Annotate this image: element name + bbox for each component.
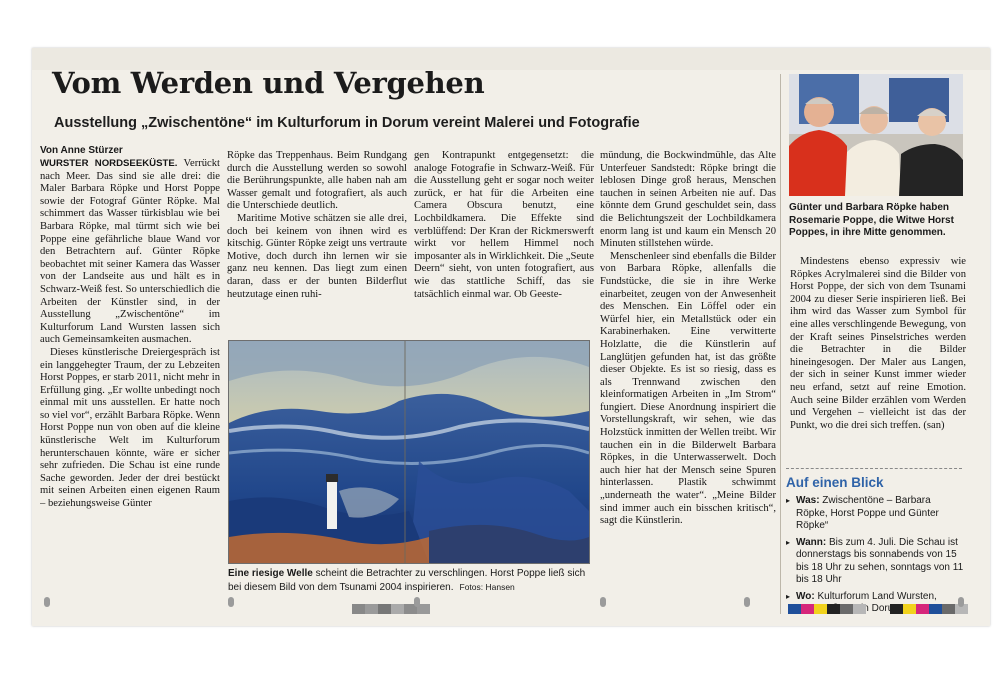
punch-hole [44,597,50,607]
info-box-title: Auf einen Blick [786,475,884,490]
wave-painting-image [228,340,590,564]
arrow-icon: ▸ [786,496,791,505]
info-item-label: Was: [796,495,820,506]
info-item-what [786,495,964,533]
artists-group-photo [789,74,963,196]
info-item-when [786,537,964,587]
info-item-text: Zwischentöne – Barbara Röpke, Horst Poppe und Günter Röpke“ [796,495,939,531]
arrow-icon: ▸ [786,537,791,547]
info-item-label: Wann: [796,536,827,548]
subheadline: Ausstellung „Zwischentöne“ im Kulturforum in Dorum vereint Malerei und Fotografie [54,115,640,131]
paragraph: Mindestens ebenso expressiv wie Röpkes Acrylmalerei sind die Bilder von Horst Poppe, der sich von dem Tsunami 2004 zu dieser Serie inspirieren ließ. Bei ihm wird das Wasser zum Symbol für eine alles verschlingende Bewegung, von der Kraft seines Pinselstriches werden die Betrachter in die Bilder hineingesogen. Der Maler aus Langen, der sich in seiner Kunst immer wieder neu erfand, setzt auf reine Emotion. Auch seine Bilder erzählen vom Werden und Vergehen – vielleicht ist das der Punkt, wo die drei sich treffen. (san) [790,256,966,431]
punch-hole [958,597,964,607]
painting-caption [228,568,590,594]
caption-lead: Eine riesige Welle [228,568,313,579]
paragraph: gen Kontrapunkt entgegensetzt: die analoge Fotografie in Schwarz-Weiß. Für die Ausstellung geht er sogar noch weiter zurück, er hat für die Arbeiten eine Camera Obscura benutzt, eine Lochbildkamera. Die Effekte sind verblüffend: Der Kran der Rickmerswerft wirkt vor hellem Himmel noch imposanter als in Wirklichkeit. Die „Seute Deern“ sieht, von unten fotografiert, aus wie das stattliche Schiff, das sie tatsächlich einmal war. Ob Geeste- [414,150,594,300]
punch-hole [228,597,234,607]
article-column-5 [790,256,966,462]
paragraph: Verrückt nach Meer. Das sind sie alle drei: die Maler Barbara Röpke und Horst Poppe sowie der Fotograf Günter Röpke. Mal schimmert das Wasser türkisblau wie bei Barbara Röpke, mal türmt sich wie bei Poppe eine gefährliche blaue Wand vor den Betrachtern auf. Günter Röpke beobachtet mit seiner Kamera das Wasser von der Landseite aus und hält es in Schwarz-Weiß fest. So unterschiedlich die Arbeiten der Künstler sind, in der Ausstellung „Zwischentöne“ im Kulturforum Land Wursten lassen sich auch Gemeinsamkeiten ausmachen. [40,158,220,346]
byline: Von Anne Stürzer [40,145,123,156]
article-column-3 [414,150,594,326]
paragraph: mündung, die Bockwindmühle, das Alte Unterfeuer Sandstedt: Röpke bringt die leblosen Dinge groß heraus, Menschen tauchen in seinen Arbeiten nie auf. Das könnte dem Grund geschuldet sein, dass die Belichtungszeit der Lochbildkamera enorm lang ist und kaum ein Mensch 20 Minuten stillstehen würde. [600,150,776,250]
punch-hole [600,597,606,607]
punch-hole [744,597,750,607]
paragraph: Menschenleer sind ebenfalls die Bilder von Barbara Röpke, allenfalls die Fundstücke, die sie in ihre Werke einarbeitet, zeugen von der Anwesenheit des Menschen. Ein Löffel oder ein Würfel hier, ein Metallstück oder ein Karabinerhaken. Eine verwitterte Holzlatte, die die Künstlerin auf Langlütjen gefunden hat, ist das größte dieser Objekte. Es ist so riesig, dass es als Trennwand zwischen den kleinformatigen Arbeiten in „Im Strom“ fungiert. Diese Anordnung inspiriert die Vorstellungskraft, wir sehen, wie das Holzstück inmitten der Wellen treibt. Wir tauchen ein in die Bilderwelt Barbara Röpkes, in die Unterwasserwelt. Doch auch hier hat der Mensch seine Spuren hinterlassen. Plastik schwimmt „underneath the water“. „Meine Bilder sind immer auch ein bisschen kritisch“, sagt die Künstlerin. [600,250,776,527]
print-color-bar [788,604,866,614]
newspaper-clipping [32,48,990,626]
article-column-4 [600,150,776,600]
paragraph: Maritime Motive schätzen sie alle drei, doch bei keinem von ihnen wird es kitschig. Günter Röpke zeigt uns vertraute Motive, doch durch ihn lernen wir sie ganz neu kennen. Das liegt zum einen daran, dass er der bunten Bilderflut heutzutage einen ruhi- [227,212,407,300]
article-column-1 [40,158,220,608]
print-color-bar [890,604,968,614]
article-column-2 [227,150,407,326]
punch-hole [414,597,420,607]
caption-text: scheint die Betrachter zu verschlingen. Horst Poppe ließ sich bei diesem Bild von dem Tsunami 2004 inspirieren. [228,568,586,593]
headline: Vom Werden und Vergehen [52,66,485,100]
info-item-text: Bis zum 4. Juli. Die Schau ist donnerstags bis sonnabends von 15 bis 18 Uhr zu sehen, sonntags von 11 bis 18 Uhr [796,536,964,585]
info-box [786,468,964,620]
divider [786,468,962,469]
info-item-label: Wo: [796,590,815,602]
arrow-icon: ▸ [786,591,791,601]
paragraph: Dieses künstlerische Dreiergespräch ist ein langgehegter Traum, der zu Lebzeiten Horst Poppes, er starb 2011, nicht mehr in Erfüllung ging. „Er wollte unbedingt noch einmal mit uns ausstellen. Er hatte noch so viel vor“, erzählt Barbara Röpke. Wenn Horst Poppe nun von oben auf die kleine künstlerische Welt im Kulturforum herunterschauen könnte, wäre er sicher sehr zufrieden. Die Schau ist eine runde Sache geworden. Jeder der drei bestückt mit seinen Arbeiten einen eigenen Raum – beziehungsweise Günter [40,346,220,510]
photo-caption: Günter und Barbara Röpke haben Rosemarie Poppe, die Witwe Horst Poppes, in ihre Mitte genommen. [789,202,954,238]
column-divider [780,74,781,614]
photo-credit: Fotos: Hansen [459,581,515,592]
dateline: WURSTER NORDSEEKÜSTE. [40,158,178,169]
info-item-text: Kulturforum Land Wursten, Dorum [817,590,937,614]
paragraph: Röpke das Treppenhaus. Beim Rundgang durch die Ausstellung werden so sowohl die Berührungspunkte, alle haben nah am Wasser gemalt und fotografiert, als auch die Unterschiede deutlich. [227,150,407,212]
